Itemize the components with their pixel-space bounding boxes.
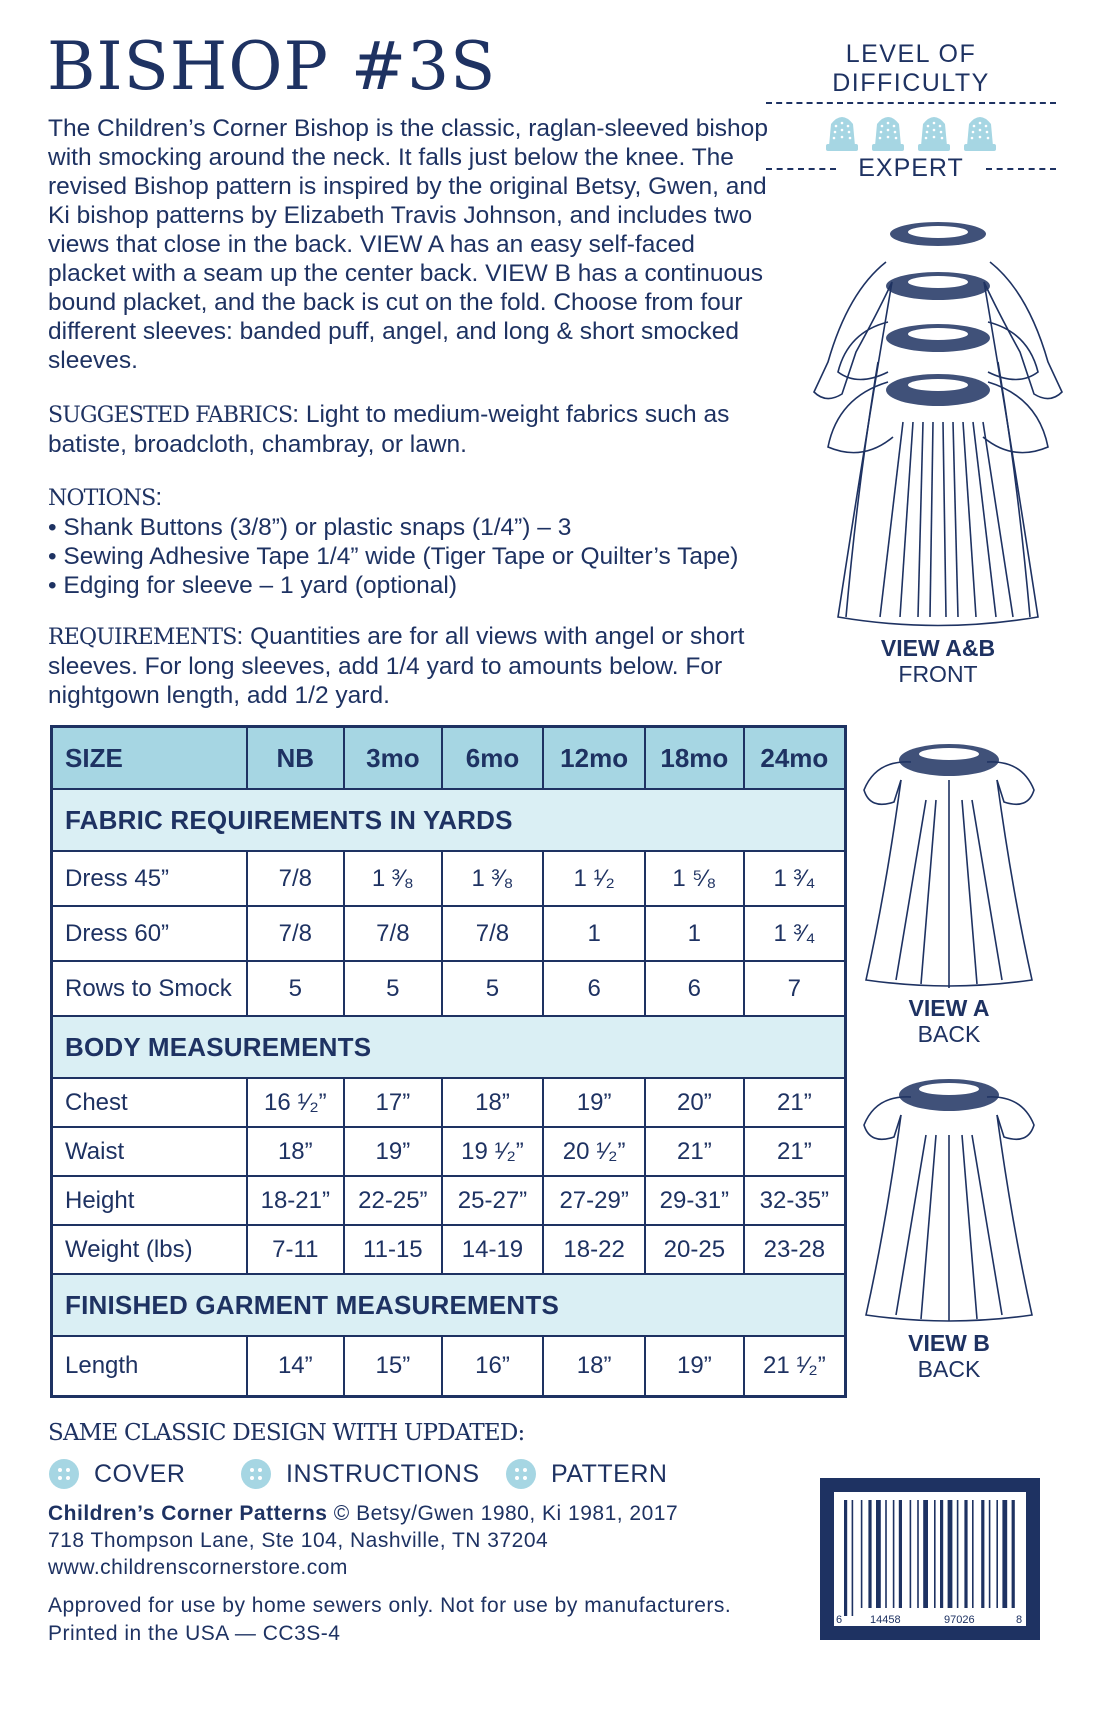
updated-item-cover: COVER	[48, 1458, 240, 1490]
section-row	[52, 789, 846, 851]
table-cell: 11-15	[344, 1225, 442, 1274]
column-header: 18mo	[645, 727, 744, 790]
section-title: BODY MEASUREMENTS	[52, 1016, 846, 1078]
section-row	[52, 1274, 846, 1336]
barcode-bar	[981, 1500, 984, 1608]
table-header-row	[52, 727, 846, 790]
updated-title: SAME CLASSIC DESIGN WITH UPDATED:	[48, 1420, 525, 1446]
fabrics-text: : Light to medium-weight fabrics such as batiste, broadcloth, chambray, or lawn.	[48, 401, 730, 458]
barcode-bar	[1002, 1500, 1007, 1608]
table-cell: 19”	[344, 1127, 442, 1176]
dress-front-illustration	[808, 222, 1068, 630]
barcode-digit: 8	[1016, 1614, 1023, 1626]
table-cell: 20 ¹⁄₂”	[543, 1127, 645, 1176]
notion-item: • Edging for sleeve – 1 yard (optional)	[48, 571, 808, 600]
table-cell: 1 ¹⁄₂	[543, 851, 645, 906]
fabrics-label: SUGGESTED FABRICS	[48, 403, 293, 428]
table-row	[52, 961, 846, 1016]
notion-item: • Shank Buttons (3/8”) or plastic snaps (1/4”) – 3	[48, 513, 808, 542]
table-cell: 14”	[247, 1336, 344, 1397]
view-a-back	[856, 740, 1042, 1047]
view-ab-caption: VIEW A&B FRONT	[880, 635, 996, 687]
column-header: SIZE	[52, 727, 247, 790]
table-cell: 5	[247, 961, 344, 1016]
requirements-label: REQUIREMENTS	[48, 625, 237, 650]
barcode-bar	[948, 1500, 953, 1608]
column-header: 12mo	[543, 727, 645, 790]
table-cell: 27-29”	[543, 1176, 645, 1225]
table-cell: 29-31”	[645, 1176, 744, 1225]
table-cell: 32-35”	[744, 1176, 846, 1225]
barcode-bar	[957, 1500, 959, 1608]
thimble-icon	[823, 112, 861, 152]
notion-item: • Sewing Adhesive Tape 1/4” wide (Tiger Tape or Quilter’s Tape)	[48, 542, 808, 571]
table-row	[52, 906, 846, 961]
table-cell: Weight (lbs)	[52, 1225, 247, 1274]
requirements-text: : Quantities are for all views with angel or short sleeves. For long sleeves, add 1/4 yard to amounts below. For nightgown length, add 1/2 yard.	[48, 623, 745, 709]
table-cell: 17”	[344, 1078, 442, 1127]
barcode-bar	[1012, 1500, 1015, 1608]
table-cell: Dress 60”	[52, 906, 247, 961]
updated-item-pattern: PATTERN	[505, 1458, 667, 1490]
barcode-bar	[917, 1500, 919, 1608]
view-ab-front	[808, 222, 1068, 687]
dress-back-a-illustration	[856, 740, 1042, 990]
table-cell: 1 ⁵⁄₈	[645, 851, 744, 906]
intro-paragraph: The Children’s Corner Bishop is the classic, raglan-sleeved bishop with smocking around the neck. It falls just below the knee. The revised Bishop pattern is inspired by the original Betsy, Gwen, and Ki bishop patterns by Elizabeth Travis Johnson, and includes two views that close in the back. VIEW A has an easy self-faced placket with a seam up the center back. VIEW B has a continuous bound placket, and the back is cut on the fold. Choose from four different sleeves: banded puff, angel, and long & short smocked sleeves.	[48, 115, 768, 374]
table-cell: 7/8	[247, 851, 344, 906]
column-header: NB	[247, 727, 344, 790]
table-cell: 19 ¹⁄₂”	[442, 1127, 544, 1176]
publisher-address: 718 Thompson Lane, Ste 104, Nashville, TN 37204	[48, 1529, 549, 1552]
notions-label: NOTIONS	[48, 486, 156, 511]
table-cell: 1	[543, 906, 645, 961]
table-cell: 18”	[247, 1127, 344, 1176]
table-cell: Length	[52, 1336, 247, 1397]
column-header: 3mo	[344, 727, 442, 790]
thimble-icon	[961, 112, 999, 152]
difficulty-thimbles	[766, 112, 1056, 152]
barcode-bar	[923, 1500, 928, 1608]
table-cell: 7/8	[247, 906, 344, 961]
size-chart-table	[50, 725, 847, 1398]
table-cell: 5	[442, 961, 544, 1016]
barcode-bar	[899, 1500, 902, 1608]
barcode-bar	[868, 1500, 871, 1608]
table-cell: 16”	[442, 1336, 544, 1397]
table-row	[52, 851, 846, 906]
table-cell: 6	[543, 961, 645, 1016]
table-cell: Height	[52, 1176, 247, 1225]
table-cell: Chest	[52, 1078, 247, 1127]
table-cell: 1 ³⁄₈	[344, 851, 442, 906]
table-cell: 18-21”	[247, 1176, 344, 1225]
table-cell: 20-25	[645, 1225, 744, 1274]
table-cell: 21”	[645, 1127, 744, 1176]
table-row	[52, 1127, 846, 1176]
table-cell: 21 ¹⁄₂”	[744, 1336, 846, 1397]
table-cell: 6	[645, 961, 744, 1016]
barcode-bar	[964, 1500, 967, 1608]
table-cell: 1 ³⁄₄	[744, 906, 846, 961]
barcode-bar	[996, 1500, 998, 1608]
suggested-fabrics	[48, 400, 808, 459]
button-icon	[48, 1458, 80, 1490]
barcode-bar	[940, 1500, 943, 1608]
barcode-digit: 6	[836, 1614, 843, 1626]
approval-note: Approved for use by home sewers only. Not for use by manufacturers. Printed in the USA — CC3S-4	[48, 1594, 732, 1645]
table-cell: 21”	[744, 1127, 846, 1176]
barcode-bar	[844, 1500, 847, 1616]
table-cell: 1 ³⁄₈	[442, 851, 544, 906]
dress-back-b-illustration	[856, 1075, 1042, 1325]
table-cell: 5	[344, 961, 442, 1016]
table-cell: 23-28	[744, 1225, 846, 1274]
table-row	[52, 1225, 846, 1274]
thimble-icon	[915, 112, 953, 152]
section-row	[52, 1016, 846, 1078]
page-title: BISHOP #3S	[47, 28, 497, 105]
barcode-bar	[876, 1500, 881, 1608]
table-cell: 19”	[543, 1078, 645, 1127]
table-cell: 7	[744, 961, 846, 1016]
table-cell: Waist	[52, 1127, 247, 1176]
barcode-bar	[885, 1500, 887, 1608]
table-cell: 18-22	[543, 1225, 645, 1274]
view-b-caption: VIEW B BACK	[908, 1330, 990, 1382]
difficulty-panel	[766, 40, 1056, 183]
table-cell: Rows to Smock	[52, 961, 247, 1016]
barcode-digit: 14458	[870, 1614, 901, 1626]
button-icon	[505, 1458, 537, 1490]
button-icon	[240, 1458, 272, 1490]
requirements	[48, 622, 788, 710]
barcode-bar	[893, 1500, 895, 1608]
table-cell: 7-11	[247, 1225, 344, 1274]
publisher-info	[48, 1500, 678, 1581]
updated-item-instructions: INSTRUCTIONS	[240, 1458, 505, 1490]
thimble-icon	[869, 112, 907, 152]
barcode-bar	[861, 1500, 863, 1608]
view-b-back	[856, 1075, 1042, 1382]
table-row	[52, 1078, 846, 1127]
difficulty-level: EXPERT	[858, 154, 964, 182]
notions-list	[48, 513, 808, 600]
section-title: FABRIC REQUIREMENTS IN YARDS	[52, 789, 846, 851]
table-cell: 18”	[442, 1078, 544, 1127]
view-a-caption: VIEW A BACK	[908, 995, 990, 1047]
table-cell: 19”	[645, 1336, 744, 1397]
column-header: 6mo	[442, 727, 544, 790]
table-cell: 14-19	[442, 1225, 544, 1274]
table-row	[52, 1336, 846, 1397]
notions: NOTIONS: • Shank Buttons (3/8”) or plastic snaps (1/4”) – 3 • Sewing Adhesive Tape 1/4” wide (Tiger Tape or Quilter’s Tape) • Edging for sleeve – 1 yard (optional)	[48, 483, 808, 600]
table-cell: 22-25”	[344, 1176, 442, 1225]
table-cell: 1	[645, 906, 744, 961]
table-cell: 7/8	[442, 906, 544, 961]
difficulty-label: LEVEL OF DIFFICULTY	[766, 40, 1056, 104]
column-header: 24mo	[744, 727, 846, 790]
table-cell: 7/8	[344, 906, 442, 961]
table-cell: Dress 45”	[52, 851, 247, 906]
copyright: © Betsy/Gwen 1980, Ki 1981, 2017	[327, 1502, 679, 1525]
barcode-bar	[852, 1500, 854, 1616]
table-cell: 20”	[645, 1078, 744, 1127]
barcode-digit: 97026	[944, 1614, 975, 1626]
barcode-bar	[934, 1500, 936, 1608]
table-cell: 16 ¹⁄₂”	[247, 1078, 344, 1127]
publisher-website[interactable]: www.childrenscornerstore.com	[48, 1556, 348, 1579]
table-cell: 15”	[344, 1336, 442, 1397]
section-title: FINISHED GARMENT MEASUREMENTS	[52, 1274, 846, 1336]
barcode-bar	[972, 1500, 974, 1608]
publisher-name: Children’s Corner Patterns	[48, 1502, 328, 1525]
table-row	[52, 1176, 846, 1225]
table-cell: 18”	[543, 1336, 645, 1397]
barcode	[820, 1478, 1040, 1640]
table-cell: 25-27”	[442, 1176, 544, 1225]
updated-section	[48, 1420, 667, 1490]
barcode-bar	[910, 1500, 912, 1608]
table-cell: 1 ³⁄₄	[744, 851, 846, 906]
table-cell: 21”	[744, 1078, 846, 1127]
barcode-bar	[989, 1500, 991, 1608]
